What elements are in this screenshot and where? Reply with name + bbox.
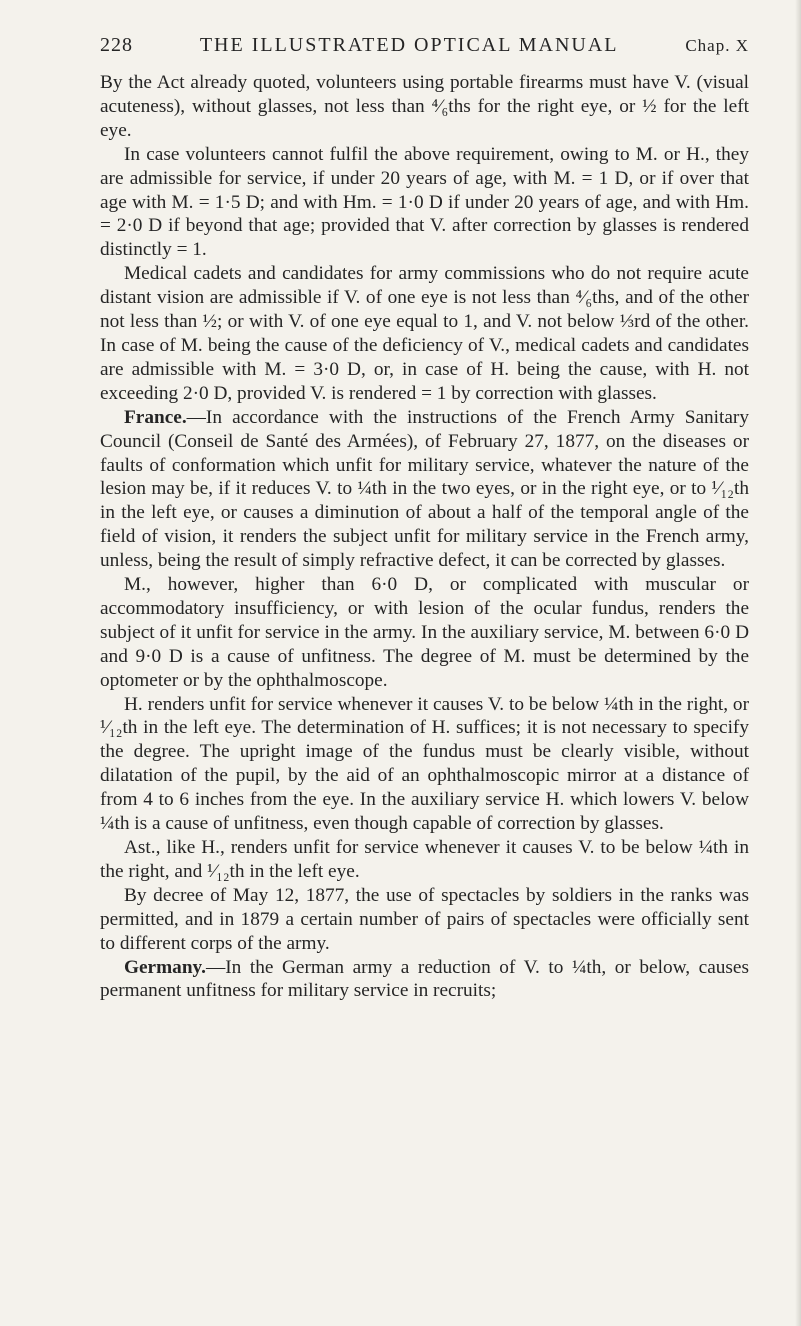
paragraph: Ast., like H., renders unfit for service whenever it causes V. to be below ¼th in the right, and ¹⁄₁₂th in the left eye. <box>100 837 749 882</box>
paragraph: H. renders unfit for service whenever it causes V. to be below ¼th in the right, or ¹⁄₁₂th in the left eye. The determination of H. suffices; it is not necessary to specify the degree. The upright image of the fundus must be clearly visible, without dilatation of the pupil, by the aid of an ophthalmoscopic mirror at a distance of from 4 to 6 inches from the eye. In the auxiliary service H. which lowers V. below ¼th is a cause of unfitness, even though capable of correction by glasses. <box>100 693 749 835</box>
paragraph: France.—In accordance with the instructions of the French Army Sanitary Council (Conseil de Santé des Armées), of February 27, 1877, on the diseases or faults of conformation which unfit for military service, whatever the nature of the lesion may be, if it reduces V. to ¼th in the two eyes, or in the right eye, or to ¹⁄₁₂th in the left eye, or causes a diminution of about a half of the temporal angle of the field of vision, it renders the subject unfit for military service in the French army, unless, being the result of simply refractive defect, it can be corrected by glasses. <box>100 406 749 572</box>
page-number: 228 <box>100 34 133 56</box>
section-heading-france: France. <box>124 406 187 428</box>
paragraph: In case volunteers cannot fulfil the above requirement, owing to M. or H., they are admissible for service, if under 20 years of age, with M. = 1 D, or if over that age with M. = 1·5 D; and with Hm. = 1·0 D if under 20 years of age, and with Hm. = 2·0 D if beyond that age; provided that V. after correction by glasses is rendered distinctly = 1. <box>100 143 749 261</box>
chapter-label: Chap. X <box>685 36 749 55</box>
paragraph: By the Act already quoted, volunteers using portable firearms must have V. (visual acuteness), without glasses, not less than ⁴⁄₆ths for the right eye, or ½ for the left eye. <box>100 72 749 141</box>
paragraph: Medical cadets and candidates for army commissions who do not require acute distant vision are admissible if V. of one eye is not less than ⁴⁄₆ths, and of the other not less than ½; or with V. of one eye equal to 1, and V. not below ⅓rd of the other. In case of M. being the cause of the deficiency of V., medical cadets and candidates are admissible with M. = 3·0 D, or, in case of H. being the cause, with H. not exceeding 2·0 D, provided V. is rendered = 1 by correction with glasses. <box>100 263 749 404</box>
running-title: THE ILLUSTRATED OPTICAL MANUAL <box>199 34 619 56</box>
paragraph: M., however, higher than 6·0 D, or complicated with muscular or accommodatory insufficiency, or with lesion of the ocular fundus, renders the subject of it unfit for service in the army. In the auxiliary service, M. between 6·0 D and 9·0 D is a cause of unfitness. The degree of M. must be determined by the optometer or by the ophthalmoscope. <box>100 574 749 691</box>
paragraph: Germany.—In the German army a reduction of V. to ¼th, or below, causes permanent unfitness for military service in recruits; <box>100 956 749 1002</box>
paragraph: By decree of May 12, 1877, the use of spectacles by soldiers in the ranks was permitted, and in 1879 a certain number of pairs of spectacles were officially sent to different corps of the army. <box>100 884 749 954</box>
running-head <box>100 34 749 57</box>
page-body <box>100 71 749 1003</box>
section-heading-germany: Germany. <box>124 956 206 978</box>
page-edge-shadow <box>795 0 801 1326</box>
